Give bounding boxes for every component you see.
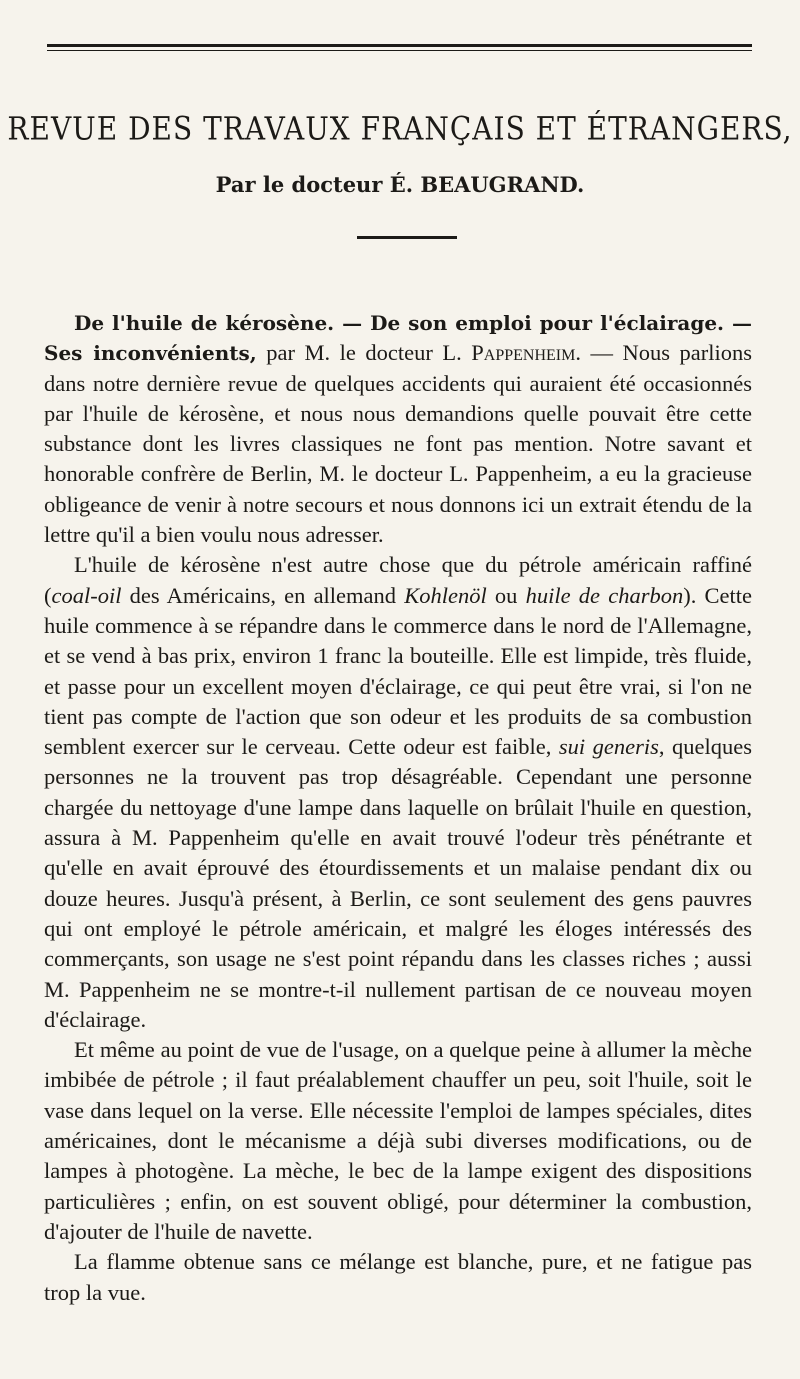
page-title: REVUE DES TRAVAUX FRANÇAIS ET ÉTRANGERS,	[7, 109, 793, 148]
paragraph-4: La flamme obtenue sans ce mélange est blanche, pure, et ne fatigue pas trop la vue.	[44, 1249, 752, 1305]
paragraph-3: Et même au point de vue de l'usage, on a quelque peine à allumer la mèche imbibée de pétrole ; il faut préalablement chauffer un peu, soit l'huile, soit le vase dans lequel on la verse. Elle nécessite l'emploi de lampes spéciales, dites américaines, dont le mécanisme a déjà subi diverses modifications, ou de lampes à photogène. La mèche, le bec de la lampe exigent des dispositions particulières ; enfin, on est souvent obligé, pour déterminer la combustion, d'ajouter de l'huile de navette.	[44, 1037, 752, 1244]
top-rule-thin	[47, 50, 752, 51]
article-heading: De l'huile de kérosène. — De son emploi pour l'éclairage. — Ses inconvénients,	[44, 311, 752, 366]
p2-part-e: , quelques personnes ne la trouvent pas trop désagréable. Cependant une personne chargée du nettoyage d'une lampe dans laquelle on brûlait l'huile en question, assura à M. Pappenheim qu'elle en avait trouvé l'odeur très pénétrante et qu'elle en avait éprouvé des étourdissements et un malaise pendant dix ou douze heures. Jusqu'à présent, à Berlin, ce sont seulement des gens pauvres qui ont employé le pétrole américain, et malgré les éloges intéressés des commerçants, son usage ne s'est point répandu dans les classes riches ; aussi M. Pappenheim ne se montre-t-il nullement partisan de ce nouveau moyen d'éclairage.	[44, 734, 753, 1032]
heading-rest: par M. le docteur L.	[256, 340, 472, 366]
paragraph-2	[44, 550, 752, 1035]
top-rule	[47, 44, 752, 47]
p2-italic-3: huile de charbon	[525, 582, 684, 608]
heading-author: Pappenheim	[471, 340, 576, 366]
paragraph-1-text: Nous parlions dans notre dernière revue de quelques accidents qui auraient été occasionnés par l'huile de kérosène, et nous nous demandions quelle pouvait être cette substance dont les livres classiques ne font pas mention. Notre savant et honorable confrère de Berlin, M. le docteur L. Pappenheim, a eu la gracieuse obligeance de venir à notre secours et nous donnons ici un extrait étendu de la lettre qu'il a bien voulu nous adresser.	[44, 340, 753, 548]
p2-part-c: ou	[486, 582, 526, 608]
p2-italic-1: coal-oil	[51, 582, 122, 608]
p2-italic-4: sui generis	[558, 734, 659, 760]
p2-part-a: L'huile de kérosène n'est autre chose que du pétrole américain raffiné (	[44, 552, 752, 608]
p2-part-d: ). Cette huile commence à se répandre dans le commerce dans le nord de l'Allemagne, et se vend à bas prix, environ 1 franc la bouteille. Elle est limpide, très fluide, et passe pour un excellent moyen d'éclairage, ce qui peut être vrai, si l'on ne tient pas compte de l'action que son odeur et les produits de sa combustion semblent exercer sur le cerveau. Cette odeur est faible,	[44, 582, 753, 760]
heading-tail: . —	[575, 340, 613, 366]
p2-italic-2: Kohlenöl	[404, 582, 487, 608]
p2-part-b: des Américains, en allemand	[121, 582, 405, 608]
section-separator	[357, 236, 457, 239]
author-byline: Par le docteur É. BEAUGRAND.	[215, 172, 585, 197]
article-body	[44, 308, 752, 1308]
paragraph-1	[44, 308, 752, 550]
